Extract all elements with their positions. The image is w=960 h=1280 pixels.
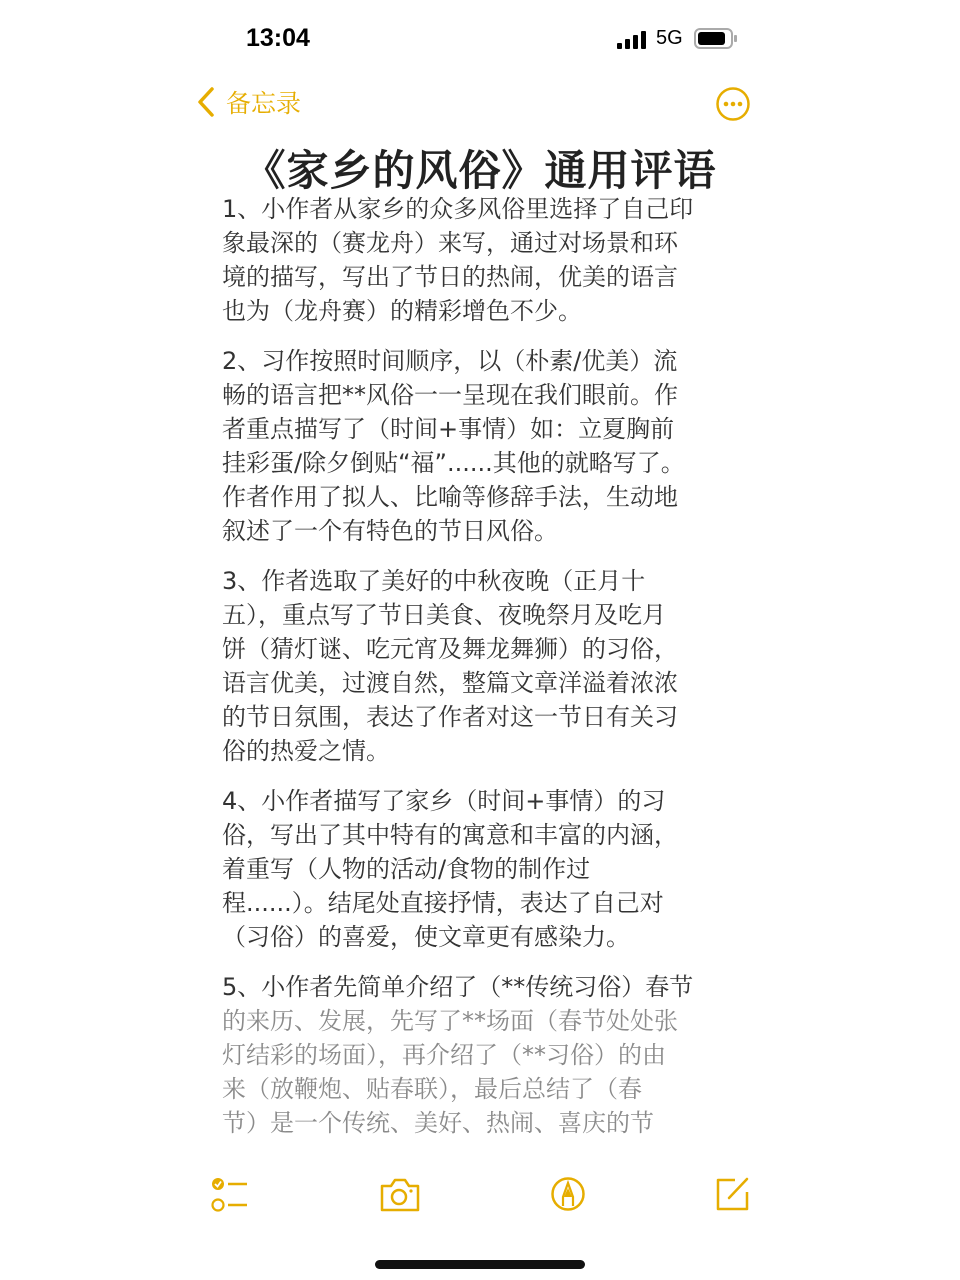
text-line: 节）是一个传统、美好、热闹、喜庆的节 bbox=[222, 1109, 654, 1137]
note-paragraph bbox=[222, 564, 742, 768]
text-line: 象最深的（赛龙舟）来写，通过对场景和环 bbox=[222, 229, 678, 257]
text-line: 饼（猜灯谜、吃元宵及舞龙舞狮）的习俗， bbox=[222, 635, 678, 663]
note-paragraph bbox=[222, 344, 742, 548]
text-line: 俗的热爱之情。 bbox=[222, 737, 390, 765]
blank-line bbox=[222, 328, 742, 344]
text-line: 也为（龙舟赛）的精彩增色不少。 bbox=[222, 297, 582, 325]
text-line: 1、小作者从家乡的众多风俗里选择了自己印 bbox=[222, 195, 694, 223]
text-line: 灯结彩的场面），再介绍了（**习俗）的由 bbox=[222, 1041, 666, 1069]
text-line: 语言优美，过渡自然，整篇文章洋溢着浓浓 bbox=[222, 669, 678, 697]
camera-icon[interactable] bbox=[379, 1176, 421, 1212]
chevron-left-icon bbox=[196, 86, 216, 118]
text-line: 3、作者选取了美好的中秋夜晚（正月十 bbox=[222, 567, 646, 595]
nav-bar bbox=[0, 84, 960, 124]
text-line: 4、小作者描写了家乡（时间+事情）的习 bbox=[222, 787, 666, 815]
text-line: 挂彩蛋/除夕倒贴“福”......其他的就略写了。 bbox=[222, 449, 685, 477]
text-line: 叙述了一个有特色的节日风俗。 bbox=[222, 517, 558, 545]
text-line: 5、小作者先简单介绍了（**传统习俗）春节 bbox=[222, 973, 694, 1001]
text-line: 五），重点写了节日美食、夜晚祭月及吃月 bbox=[222, 601, 666, 629]
compose-icon[interactable] bbox=[715, 1176, 751, 1212]
text-line: 畅的语言把**风俗一一呈现在我们眼前。作 bbox=[222, 381, 678, 409]
note-paragraph bbox=[222, 784, 742, 954]
blank-line bbox=[222, 768, 742, 784]
text-line: 的来历、发展，先写了**场面（春节处处张 bbox=[222, 1007, 678, 1035]
blank-line bbox=[222, 548, 742, 564]
note-paragraph bbox=[222, 192, 742, 328]
blank-line bbox=[222, 954, 742, 970]
note-paragraph bbox=[222, 970, 742, 1140]
text-line: 程......）。结尾处直接抒情，表达了自己对 bbox=[222, 889, 664, 917]
markup-icon[interactable] bbox=[550, 1176, 586, 1212]
note-body[interactable] bbox=[222, 192, 742, 1140]
signal-icon bbox=[617, 30, 649, 50]
text-line: （习俗）的喜爱，使文章更有感染力。 bbox=[222, 923, 630, 951]
network-type: 5G bbox=[656, 27, 683, 49]
text-line: 着重写（人物的活动/食物的制作过 bbox=[222, 855, 591, 883]
back-button[interactable] bbox=[196, 84, 301, 120]
text-line: 来（放鞭炮、贴春联），最后总结了（春 bbox=[222, 1075, 642, 1103]
text-line: 境的描写，写出了节日的热闹，优美的语言 bbox=[222, 263, 678, 291]
text-line: 作者作用了拟人、比喻等修辞手法，生动地 bbox=[222, 483, 678, 511]
home-indicator[interactable] bbox=[375, 1260, 585, 1269]
status-time: 13:04 bbox=[246, 24, 310, 52]
text-line: 俗，写出了其中特有的寓意和丰富的内涵， bbox=[222, 821, 678, 849]
more-options-icon[interactable] bbox=[715, 86, 751, 122]
text-line: 者重点描写了（时间+事情）如：立夏胸前 bbox=[222, 415, 675, 443]
bottom-toolbar bbox=[0, 1176, 960, 1216]
battery-icon bbox=[694, 28, 738, 50]
note-title: 《家乡的风俗》通用评语 bbox=[243, 146, 717, 195]
text-line: 的节日氛围，表达了作者对这一节日有关习 bbox=[222, 703, 678, 731]
status-bar bbox=[0, 22, 960, 58]
text-line: 2、习作按照时间顺序，以（朴素/优美）流 bbox=[222, 347, 678, 375]
checklist-icon[interactable] bbox=[211, 1176, 249, 1214]
back-label: 备忘录 bbox=[226, 89, 302, 118]
